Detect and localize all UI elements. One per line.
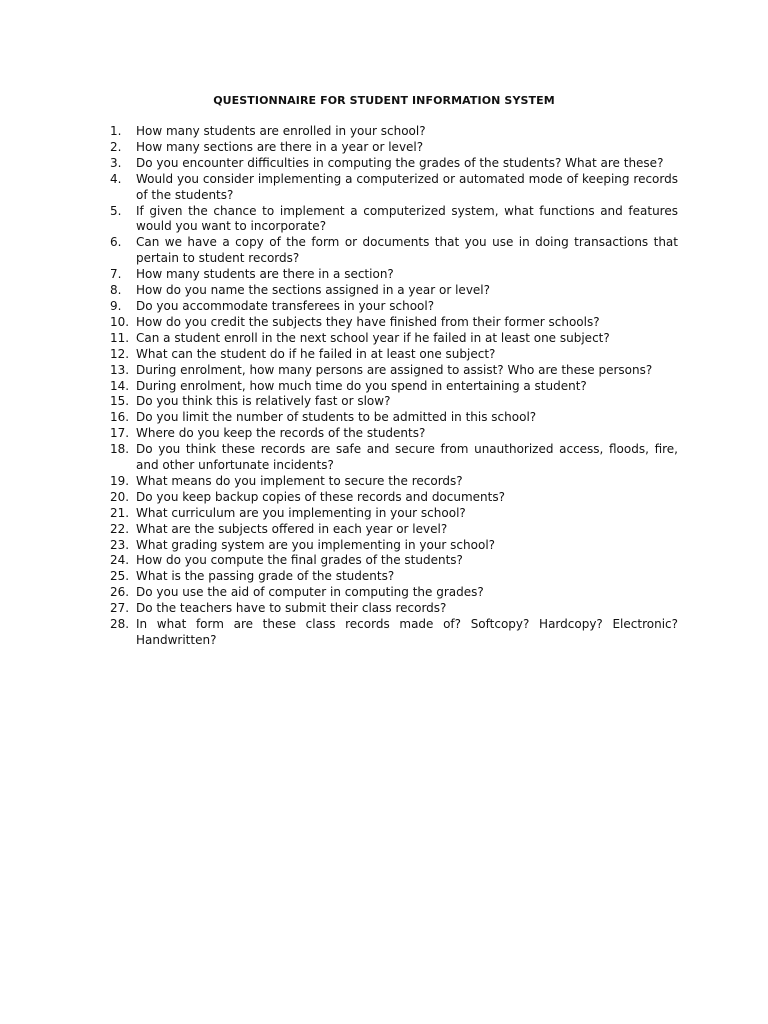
question-text: What can the student do if he failed in at least one subject? [136,346,496,361]
question-text: What is the passing grade of the students? [136,569,395,584]
question-item-16 [110,410,678,426]
question-number: 12. [110,346,130,361]
question-item-28 [110,617,678,649]
question-item-21 [110,506,678,522]
question-text: During enrolment, how much time do you spend in entertaining a student? [136,378,587,393]
question-item-13 [110,363,678,379]
question-text: Do you encounter difficulties in computing the grades of the students? What are these? [136,155,664,170]
question-text: Do you keep backup copies of these records and documents? [136,489,505,504]
question-text: Do you limit the number of students to be admitted in this school? [136,410,537,425]
question-text: Where do you keep the records of the students? [136,426,426,441]
question-item-1 [110,124,678,140]
question-number: 21. [110,505,130,520]
question-text: Would you consider implementing a computerized or automated mode of keeping records of the students? [136,171,678,202]
question-text: What curriculum are you implementing in your school? [136,505,466,520]
question-text: Do you accommodate transferees in your school? [136,298,435,313]
question-item-5 [110,204,678,236]
question-number: 3. [110,155,122,170]
question-number: 7. [110,267,122,282]
question-item-27 [110,601,678,617]
question-text: What means do you implement to secure the records? [136,473,463,488]
question-number: 24. [110,553,130,568]
question-number: 19. [110,473,130,488]
question-text: What are the subjects offered in each year or level? [136,521,448,536]
question-item-14 [110,379,678,395]
document-title: QUESTIONNAIRE FOR STUDENT INFORMATION SYSTEM [213,94,555,107]
question-item-19 [110,474,678,490]
question-number: 13. [110,362,130,377]
question-number: 16. [110,410,130,425]
question-list [110,124,678,649]
question-item-6 [110,235,678,267]
question-number: 18. [110,442,130,457]
question-item-17 [110,426,678,442]
question-item-12 [110,347,678,363]
question-number: 28. [110,617,130,632]
question-number: 17. [110,426,130,441]
question-text: How do you name the sections assigned in a year or level? [136,283,490,298]
question-item-25 [110,569,678,585]
question-item-18 [110,442,678,474]
question-text: How many sections are there in a year or level? [136,139,424,154]
question-item-10 [110,315,678,331]
question-text: Do you use the aid of computer in computing the grades? [136,585,484,600]
question-item-23 [110,538,678,554]
question-text: How many students are there in a section? [136,267,394,282]
question-item-22 [110,522,678,538]
question-item-24 [110,553,678,569]
question-number: 2. [110,139,122,154]
question-text: In what form are these class records made of? Softcopy? Hardcopy? Electronic? Handwritten? [136,617,678,647]
question-text: What grading system are you implementing in your school? [136,537,496,552]
question-number: 6. [110,235,122,250]
question-item-20 [110,490,678,506]
question-item-2 [110,140,678,156]
question-number: 25. [110,569,130,584]
question-text: Do you think this is relatively fast or slow? [136,394,391,409]
question-number: 14. [110,378,130,393]
question-item-15 [110,394,678,410]
question-item-8 [110,283,678,299]
question-item-26 [110,585,678,601]
question-text: How many students are enrolled in your school? [136,124,426,138]
question-text: Do the teachers have to submit their class records? [136,601,447,616]
question-number: 23. [110,537,130,552]
question-number: 22. [110,521,130,536]
question-text: If given the chance to implement a computerized system, what functions and features would you want to incorporate? [136,203,678,234]
question-number: 15. [110,394,130,409]
question-number: 4. [110,171,122,186]
question-text: Can we have a copy of the form or documents that you use in doing transactions that pertain to student records? [136,235,678,266]
question-text: How do you credit the subjects they have finished from their former schools? [136,314,600,329]
question-item-9 [110,299,678,315]
question-text: Do you think these records are safe and secure from unauthorized access, floods, fire, and other unfortunate incidents? [136,442,678,473]
question-number: 9. [110,298,122,313]
question-number: 11. [110,330,130,345]
question-text: During enrolment, how many persons are assigned to assist? Who are these persons? [136,362,653,377]
question-text: How do you compute the final grades of the students? [136,553,463,568]
question-item-7 [110,267,678,283]
question-number: 27. [110,601,130,616]
question-number: 1. [110,124,122,138]
question-item-3 [110,156,678,172]
question-item-4 [110,172,678,204]
question-number: 5. [110,203,122,218]
question-item-11 [110,331,678,347]
question-number: 8. [110,283,122,298]
question-number: 20. [110,489,130,504]
question-text: Can a student enroll in the next school year if he failed in at least one subject? [136,330,610,345]
question-number: 26. [110,585,130,600]
question-number: 10. [110,314,130,329]
